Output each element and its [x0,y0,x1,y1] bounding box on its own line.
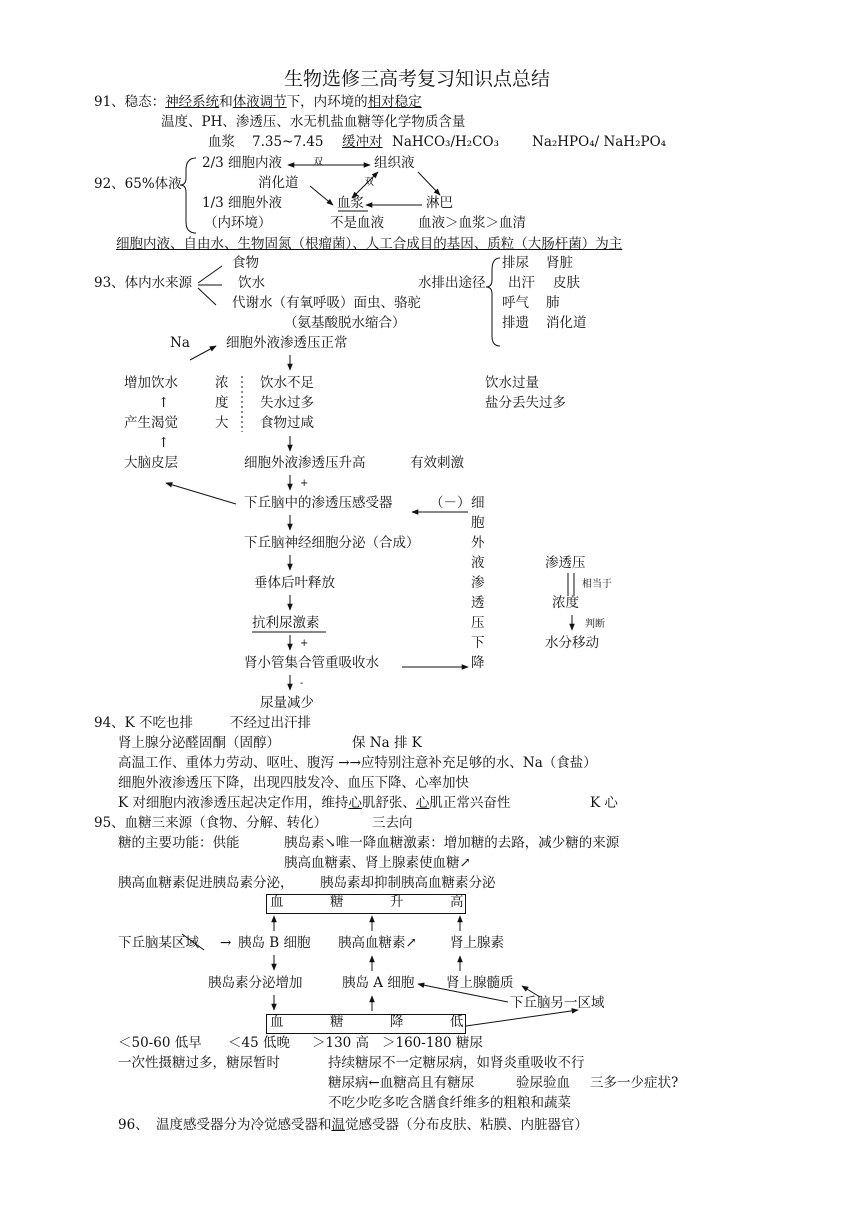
s93-c3: 食物过咸 [260,415,314,431]
s93-adh: 抗利尿激素 [252,615,320,631]
s95-arr-low-hypo2 [466,1010,578,1026]
s92-notblood: 不是血液 [330,215,384,231]
s94-aldo: 肾上腺分泌醛固酮（固醇） [118,735,280,751]
s93-equiv: 相当于 [582,579,612,590]
s96-t1: 温度感受器分为冷觉感受器和 [156,1117,332,1133]
s95-func: 糖的主要功能：供能 [118,835,240,851]
s93-conc2: 度 [215,395,229,411]
s93-release: 垂体后叶释放 [254,575,335,591]
s92-compare: 血液＞血浆＞血清 [418,215,526,231]
s91-t2: 和 [219,94,233,110]
s92-extra: 1/3 细胞外液 [202,195,283,211]
s95-r4: ＞160-180 糖尿 [382,1035,483,1051]
s93-out-brace [486,258,500,346]
s95-low0: 血 [270,1014,284,1030]
s95-medulla: 肾上腺髓质 [446,975,514,991]
s96-num: 96、 [118,1117,149,1133]
s93-o2b: 皮肤 [553,275,580,291]
s93-na: Na [170,335,190,351]
s92-intra: 2/3 细胞内液 [202,155,283,171]
s93-urine: 尿量减少 [260,695,314,711]
s91-t5: 相对稳定 [367,94,422,110]
s93-stimulus: 有效刺激 [410,455,464,471]
s93-metab: 代谢水（有氧呼吸）面虫、骆驼 [232,295,421,311]
s95-once: 一次性摄糖过多，糖尿暂时 [118,1055,280,1071]
s95-inhibit: 胰岛素却抑制胰高血糖素分泌 [320,875,496,891]
s95-r2: ＜45 低晚 [228,1035,290,1051]
s95-high3: 高 [450,894,464,910]
s95-num: 95、血糖三来源（食物、分解、转化） [94,815,328,831]
s93-conc3: 大 [215,415,229,431]
s95-arr-hypo2-med [522,986,540,997]
s94-keep: 保 Na 排 K [352,735,422,751]
s93-o3a: 呼气 [502,295,529,311]
s94-low: 细胞外液渗透压下降，出现四肢发冷、血压下降、心率加快 [118,775,469,791]
s92-digest: 消化道 [258,175,299,191]
s91-buf2: Na₂HPO₄/ NaH₂PO₄ [532,134,667,150]
s93-secrete: 下丘脑神经细胞分泌（合成） [244,535,420,551]
s93-v6: 压 [471,615,485,631]
s94-k4: 心 [415,795,430,811]
s95-three: 三去向 [372,815,413,831]
s93-neg: （－） [430,495,471,511]
s92-brace [180,158,196,233]
s95-r1: ＜50-60 低早 [118,1035,202,1051]
s93-v3: 液 [471,555,485,571]
s93-osm-normal: 细胞外液渗透压正常 [226,335,348,351]
s94-k2: 心 [348,795,362,811]
s94-k6: K 心 [590,795,618,811]
s95-diet: 不吃少吃多吃含膳食纤维多的粗粮和蔬菜 [328,1095,571,1111]
s93-thirst: 产生渴觉 [124,415,178,431]
s95-acell: 胰岛 A 细胞 [342,975,415,991]
s94-heat: 高温工作、重体力劳动、呕吐、腹泻 →→应特别注意补充足够的水、Na（食盐） [118,755,597,771]
s92-shuang1: 双 [313,157,323,168]
s93-o4b: 消化道 [546,315,587,331]
s95-symptom: 三多一少症状? [590,1075,679,1091]
s92-shuang2: 双 [364,177,374,188]
s91-plasma: 血浆 [208,134,235,150]
s93-receptor: 下丘脑中的渗透压感受器 [244,495,393,511]
s93-judge: 判断 [585,619,605,630]
s92-num: 92、65%体液 [94,176,182,192]
s95-arrow: → [220,935,232,951]
s94-k5: 肌正常兴奋性 [429,795,511,811]
s93-plus2: + [300,638,309,649]
s95-promote: 胰高血糖素促进胰岛素分泌， [118,875,294,891]
s93-na-arrow [190,346,216,360]
s93-conc: 浓度 [552,595,579,611]
s95-adrenal: 肾上腺素 [450,935,504,951]
s95-hypo2: 下丘脑另一区域 [510,995,605,1011]
s93-c2: 失水过多 [260,395,314,411]
s95-bcell: 胰岛 B 细胞 [238,935,311,951]
s91-num: 91、稳态： [94,94,166,110]
s93-v4: 渗 [471,575,485,591]
s93-up1: ↑ [158,395,170,411]
s93-d2: 盐分丢失过多 [485,395,566,411]
s95-hypo: 下丘脑某区域 [118,935,199,951]
s95-ins: 胰岛素↘唯一降血糖激素：增加糖的去路，减少糖的来源 [284,835,620,851]
s92-arrow-digest-plasma [310,186,333,205]
s95-glu: 胰高血糖素、肾上腺素使血糖↗ [284,855,471,871]
s91-buf1: NaHCO₃/H₂CO₃ [392,134,499,150]
s95-inc: 胰岛素分泌增加 [208,975,303,991]
s93-amino: （氨基酸脱水缩合） [284,315,406,331]
s93-src-line1 [198,266,222,283]
s91-t4: 下，内环境的 [286,94,368,110]
s95-glucagon: 胰高血糖素↗ [338,935,417,951]
s93-plus1: + [300,478,309,489]
s95-hypo-strike [182,934,204,950]
s92-env: （内环境） [204,215,272,231]
s94-k3: 肌舒张、 [361,795,416,811]
s93-c1: 饮水不足 [260,375,314,391]
s93-v7: 下 [471,635,485,651]
s93-drink: 饮水 [238,275,265,291]
s93-minus: - [300,678,304,689]
s93-o2a: 出汗 [508,275,535,291]
s95-diabetes: 糖尿病←血糖高且有糖尿 [328,1075,475,1091]
s92-arrow-tissue-plasma [352,172,378,198]
s91-t1: 神经系统 [165,94,220,110]
s92-tissue: 组织液 [374,155,415,171]
s93-o3b: 肺 [546,295,560,311]
s93-o1b: 肾脏 [546,255,573,271]
s93-v0: 细 [471,495,485,511]
s93-o4a: 排遗 [502,315,529,331]
s95-low1: 糖 [330,1014,344,1030]
s95-test: 验尿验血 [516,1075,570,1091]
s94-num: 94、K 不吃也排 [94,715,194,731]
s93-num: 93、体内水来源 [94,275,193,291]
s93-d1: 饮水过量 [485,375,539,391]
s95-persist: 持续糖尿不一定糖尿病，如肾炎重吸收不行 [328,1055,585,1071]
s93-conc1: 浓 [215,375,229,391]
s95-high2: 升 [390,894,404,910]
s94-k1: K 对细胞内液渗透压起决定作用，维持 [118,795,349,811]
s95-r3: ＞130 高 [312,1035,370,1051]
s93-arrow-cortex [166,483,236,504]
s91-ph: 7.35~7.45 [252,134,324,150]
s93-move: 水分移动 [545,635,599,651]
s93-osm-up: 细胞外液渗透压升高 [244,455,366,471]
s93-reabs: 肾小管集合管重吸收水 [244,655,379,671]
s93-v1: 胞 [471,515,485,531]
s93-osm: 渗透压 [545,555,586,571]
s93-v2: 外 [471,535,485,551]
s93-o1a: 排尿 [502,255,529,271]
s95-high1: 糖 [330,894,344,910]
s95-low2: 降 [390,1014,404,1030]
s91-line2: 温度、PH、渗透压、水无机盐血糖等化学物质含量 [161,114,466,130]
s93-increase-drink: 增加饮水 [124,375,178,391]
s92-plasma: 血浆 [337,195,364,211]
s94-t1: 不经过出汗排 [230,715,311,731]
s93-v5: 透 [471,595,485,611]
s93-src-line3 [198,288,216,305]
s93-food: 食物 [232,255,259,271]
s93-up2: ↑ [158,435,170,451]
s92-note: 细胞内液、自由水、生物固氮（根瘤菌）、人工合成目的基因、质粒（大肠杆菌）为主 [116,236,623,252]
s92-arrow-tissue-lymph [418,172,440,195]
page-title: 生物选修三高考复习知识点总结 [284,68,551,90]
s93-cortex: 大脑皮层 [124,455,178,471]
s95-high0: 血 [270,894,284,910]
s92-lymph: 淋巴 [426,195,453,211]
s93-out: 水排出途径 [418,275,486,291]
s91-t3: 体液调节 [232,94,287,110]
s95-arr-hypo2-acell [418,984,508,1002]
s91-buffer: 缓冲对 [342,134,383,150]
s96-t3: 觉感受器（分布皮肤、粘膜、内脏器官） [345,1117,588,1133]
s96-t2: 温 [331,1117,345,1133]
s93-v8: 降 [471,655,485,671]
s95-low3: 低 [450,1014,464,1030]
